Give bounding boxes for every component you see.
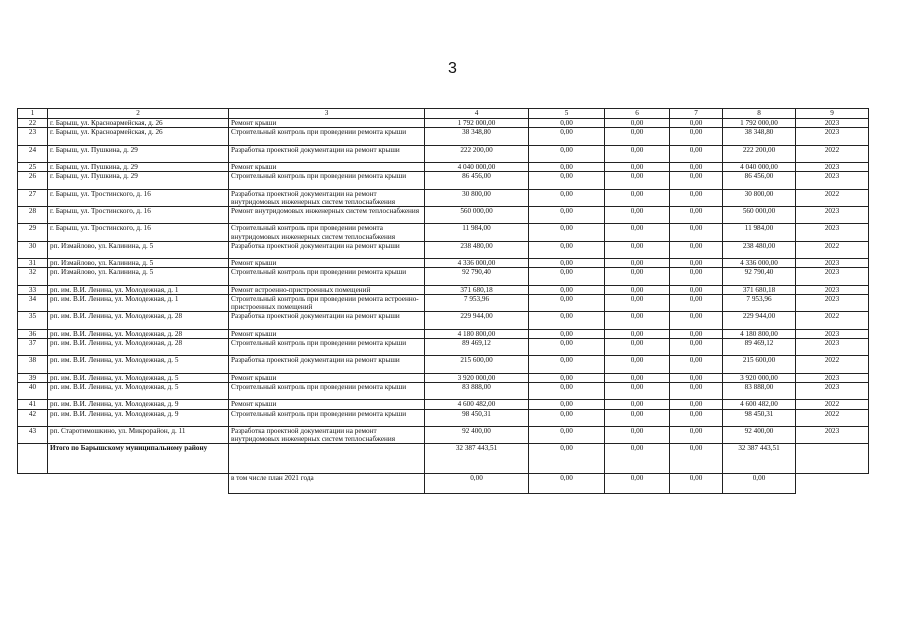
amount-cell: 0,00 [529,172,605,189]
amount-cell: 0,00 [670,268,723,285]
amount-cell: 3 920 000,00 [723,373,796,382]
amount-cell: 4 336 000,00 [425,259,529,268]
amount-cell: 0,00 [605,206,670,223]
address-cell: г. Барыш, ул. Красноармейская, д. 26 [48,128,229,145]
table-row [18,409,869,426]
column-header: 4 [425,109,529,119]
amount-cell: 92 400,00 [723,426,796,443]
table-row [18,373,869,382]
work-type-cell: Строительный контроль при проведении ремонта встроенно-пристроенных помещений [229,294,425,311]
amount-cell: 0,00 [670,119,723,128]
table-row [18,259,869,268]
year-cell: 2023 [796,373,869,382]
work-type-cell: Ремонт крыши [229,259,425,268]
table-row [18,224,869,241]
amount-cell: 38 348,80 [723,128,796,145]
amount-cell: 215 600,00 [723,356,796,373]
row-number: 39 [18,373,48,382]
year-cell: 2022 [796,189,869,206]
subtotal-amount-cell: 0,00 [605,474,670,494]
total-amount-cell: 32 387 443,51 [425,444,529,474]
table-row [18,338,869,355]
row-number: 38 [18,356,48,373]
empty-cell [229,444,425,474]
amount-cell: 371 680,18 [425,285,529,294]
amount-cell: 222 200,00 [425,145,529,162]
amount-cell: 0,00 [529,128,605,145]
amount-cell: 0,00 [529,224,605,241]
amount-cell: 30 800,00 [723,189,796,206]
amount-cell: 4 600 482,00 [425,400,529,409]
address-cell: рп. им. В.И. Ленина, ул. Молодежная, д. 5 [48,356,229,373]
amount-cell: 238 480,00 [723,241,796,258]
work-type-cell: Строительный контроль при проведении ремонта крыши [229,128,425,145]
address-cell: г. Барыш, ул. Пушкина, д. 29 [48,162,229,171]
amount-cell: 4 040 000,00 [425,162,529,171]
row-number: 23 [18,128,48,145]
amount-cell: 98 450,31 [723,409,796,426]
row-number: 28 [18,206,48,223]
amount-cell: 0,00 [605,224,670,241]
table-row [18,128,869,145]
year-cell: 2022 [796,409,869,426]
address-cell: г. Барыш, ул. Пушкина, д. 29 [48,145,229,162]
row-number: 27 [18,189,48,206]
work-type-cell: Строительный контроль при проведении ремонта крыши [229,268,425,285]
column-header: 1 [18,109,48,119]
amount-cell: 86 456,00 [723,172,796,189]
address-cell: г. Барыш, ул. Пушкина, д. 29 [48,172,229,189]
amount-cell: 11 984,00 [723,224,796,241]
amount-cell: 0,00 [605,329,670,338]
amount-cell: 0,00 [670,285,723,294]
amount-cell: 98 450,31 [425,409,529,426]
amount-cell: 0,00 [670,128,723,145]
work-type-cell: Разработка проектной документации на ремонт внутридомовых инженерных систем теплоснабжения [229,426,425,443]
address-cell: рп. им. В.И. Ленина, ул. Молодежная, д. 5 [48,373,229,382]
row-number: 24 [18,145,48,162]
amount-cell: 4 040 000,00 [723,162,796,171]
empty-cell [796,474,869,494]
amount-cell: 0,00 [670,382,723,399]
row-number: 33 [18,285,48,294]
amount-cell: 0,00 [529,409,605,426]
address-cell: рп. им. В.И. Ленина, ул. Молодежная, д. 28 [48,312,229,329]
work-type-cell: Строительный контроль при проведении ремонта внутридомовых инженерных систем теплоснабжения [229,224,425,241]
total-row [18,444,869,474]
amount-cell: 0,00 [605,172,670,189]
row-number: 25 [18,162,48,171]
amount-cell: 222 200,00 [723,145,796,162]
amount-cell: 0,00 [605,241,670,258]
amount-cell: 89 469,12 [425,338,529,355]
amount-cell: 0,00 [529,400,605,409]
table-row [18,312,869,329]
total-amount-cell [796,444,869,474]
table-row [18,268,869,285]
row-number: 26 [18,172,48,189]
address-cell: рп. им. В.И. Ленина, ул. Молодежная, д. 9 [48,409,229,426]
amount-cell: 92 400,00 [425,426,529,443]
total-amount-cell: 0,00 [670,444,723,474]
amount-cell: 0,00 [529,329,605,338]
column-header: 3 [229,109,425,119]
work-type-cell: Ремонт крыши [229,400,425,409]
amount-cell: 1 792 000,00 [425,119,529,128]
amount-cell: 0,00 [605,119,670,128]
year-cell: 2023 [796,119,869,128]
amount-cell: 0,00 [670,312,723,329]
amount-cell: 83 888,00 [425,382,529,399]
empty-cell [18,474,48,494]
work-type-cell: Ремонт крыши [229,329,425,338]
work-type-cell: Разработка проектной документации на ремонт крыши [229,356,425,373]
address-cell: рп. им. В.И. Ленина, ул. Молодежная, д. 1 [48,285,229,294]
amount-cell: 86 456,00 [425,172,529,189]
column-header: 2 [48,109,229,119]
amount-cell: 0,00 [529,338,605,355]
row-number: 36 [18,329,48,338]
row-number: 43 [18,426,48,443]
amount-cell: 560 000,00 [723,206,796,223]
amount-cell: 0,00 [605,268,670,285]
address-cell: рп. им. В.И. Ленина, ул. Молодежная, д. 1 [48,294,229,311]
year-cell: 2023 [796,294,869,311]
work-type-cell: Строительный контроль при проведении ремонта крыши [229,409,425,426]
amount-cell: 4 600 482,00 [723,400,796,409]
year-cell: 2023 [796,426,869,443]
year-cell: 2022 [796,145,869,162]
amount-cell: 0,00 [605,312,670,329]
table-row [18,241,869,258]
amount-cell: 0,00 [605,382,670,399]
work-type-cell: Строительный контроль при проведении ремонта крыши [229,338,425,355]
amount-cell: 229 944,00 [425,312,529,329]
row-number: 37 [18,338,48,355]
address-cell: рп. им. В.И. Ленина, ул. Молодежная, д. 5 [48,382,229,399]
amount-cell: 215 600,00 [425,356,529,373]
table-row [18,189,869,206]
work-type-cell: Разработка проектной документации на ремонт крыши [229,312,425,329]
work-type-cell: Ремонт внутридомовых инженерных систем теплоснабжения [229,206,425,223]
table-row [18,145,869,162]
year-cell: 2022 [796,241,869,258]
amount-cell: 83 888,00 [723,382,796,399]
amount-cell: 0,00 [605,338,670,355]
amount-cell: 0,00 [605,162,670,171]
amount-cell: 0,00 [670,206,723,223]
amount-cell: 0,00 [605,128,670,145]
page-number: 3 [448,60,457,77]
subtotal-label: в том числе план 2021 года [229,474,425,494]
column-header: 7 [670,109,723,119]
subtotal-amount-cell: 0,00 [670,474,723,494]
amount-cell: 4 180 800,00 [723,329,796,338]
amount-cell: 0,00 [529,426,605,443]
table-row [18,206,869,223]
work-type-cell: Разработка проектной документации на ремонт крыши [229,241,425,258]
row-number: 41 [18,400,48,409]
column-header: 9 [796,109,869,119]
column-header: 5 [529,109,605,119]
work-type-cell: Строительный контроль при проведении ремонта крыши [229,382,425,399]
subtotal-amount-cell: 0,00 [425,474,529,494]
amount-cell: 0,00 [670,409,723,426]
amount-cell: 0,00 [529,285,605,294]
amount-cell: 0,00 [670,241,723,258]
row-number: 42 [18,409,48,426]
address-cell: рп. Измайлово, ул. Калинина, д. 5 [48,259,229,268]
amount-cell: 0,00 [670,356,723,373]
amount-cell: 7 953,96 [425,294,529,311]
amount-cell: 0,00 [670,259,723,268]
table-row [18,329,869,338]
year-cell: 2023 [796,206,869,223]
work-type-cell: Ремонт встроенно-пристроенных помещений [229,285,425,294]
amount-cell: 0,00 [670,189,723,206]
address-cell: г. Барыш, ул. Красноармейская, д. 26 [48,119,229,128]
address-cell: рп. им. В.И. Ленина, ул. Молодежная, д. 28 [48,338,229,355]
address-cell: г. Барыш, ул. Тростинского, д. 16 [48,224,229,241]
amount-cell: 3 920 000,00 [425,373,529,382]
year-cell: 2023 [796,172,869,189]
amount-cell: 30 800,00 [425,189,529,206]
row-number: 29 [18,224,48,241]
amount-cell: 0,00 [529,145,605,162]
table-row [18,400,869,409]
address-cell: рп. им. В.И. Ленина, ул. Молодежная, д. 9 [48,400,229,409]
subtotal-row [18,474,869,494]
work-type-cell: Строительный контроль при проведении ремонта крыши [229,172,425,189]
amount-cell: 0,00 [670,224,723,241]
amount-cell: 0,00 [670,338,723,355]
amount-cell: 229 944,00 [723,312,796,329]
amount-cell: 0,00 [605,259,670,268]
amount-cell: 0,00 [605,294,670,311]
year-cell: 2023 [796,224,869,241]
table-row [18,294,869,311]
amount-cell: 560 000,00 [425,206,529,223]
work-type-cell: Ремонт крыши [229,162,425,171]
amount-cell: 0,00 [605,285,670,294]
amount-cell: 0,00 [529,119,605,128]
amount-cell: 0,00 [670,373,723,382]
amount-cell: 38 348,80 [425,128,529,145]
amount-cell: 0,00 [670,162,723,171]
amount-cell: 0,00 [529,373,605,382]
table-row [18,119,869,128]
subtotal-amount-cell: 0,00 [529,474,605,494]
table-row [18,172,869,189]
amount-cell: 0,00 [529,206,605,223]
amount-cell: 0,00 [529,162,605,171]
address-cell: рп. Измайлово, ул. Калинина, д. 5 [48,241,229,258]
year-cell: 2023 [796,382,869,399]
amount-cell: 0,00 [670,294,723,311]
amount-cell: 0,00 [670,329,723,338]
year-cell: 2023 [796,285,869,294]
row-number: 30 [18,241,48,258]
year-cell: 2023 [796,329,869,338]
row-number: 35 [18,312,48,329]
table-row [18,382,869,399]
amount-cell: 0,00 [670,426,723,443]
amount-cell: 0,00 [605,400,670,409]
table-row [18,285,869,294]
work-type-cell: Разработка проектной документации на ремонт внутридомовых инженерных систем теплоснабжения [229,189,425,206]
year-cell: 2022 [796,356,869,373]
year-cell: 2023 [796,162,869,171]
amount-cell: 0,00 [529,356,605,373]
amount-cell: 92 790,40 [723,268,796,285]
work-type-cell: Ремонт крыши [229,119,425,128]
amount-cell: 0,00 [529,382,605,399]
table-row [18,162,869,171]
year-cell: 2022 [796,400,869,409]
address-cell: рп. Старотимошкино, ул. Микрорайон, д. 11 [48,426,229,443]
amount-cell: 4 336 000,00 [723,259,796,268]
amount-cell: 0,00 [529,259,605,268]
year-cell: 2023 [796,268,869,285]
row-number: 22 [18,119,48,128]
amount-cell: 0,00 [529,241,605,258]
address-cell: рп. Измайлово, ул. Калинина, д. 5 [48,268,229,285]
amount-cell: 0,00 [605,356,670,373]
year-cell: 2023 [796,128,869,145]
column-header: 8 [723,109,796,119]
empty-cell [48,474,229,494]
amount-cell: 11 984,00 [425,224,529,241]
amount-cell: 0,00 [529,189,605,206]
amount-cell: 238 480,00 [425,241,529,258]
amount-cell: 89 469,12 [723,338,796,355]
amount-cell: 0,00 [670,145,723,162]
amount-cell: 0,00 [670,172,723,189]
amount-cell: 0,00 [670,400,723,409]
address-cell: г. Барыш, ул. Тростинского, д. 16 [48,206,229,223]
work-type-cell: Разработка проектной документации на ремонт крыши [229,145,425,162]
year-cell: 2023 [796,338,869,355]
amount-cell: 4 180 800,00 [425,329,529,338]
table-header-row [18,109,869,119]
amount-cell: 0,00 [605,189,670,206]
subtotal-amount-cell: 0,00 [723,474,796,494]
address-cell: г. Барыш, ул. Тростинского, д. 16 [48,189,229,206]
amount-cell: 1 792 000,00 [723,119,796,128]
row-number: 34 [18,294,48,311]
empty-cell [18,444,48,474]
total-amount-cell: 0,00 [605,444,670,474]
amount-cell: 0,00 [529,268,605,285]
amount-cell: 371 680,18 [723,285,796,294]
row-number: 31 [18,259,48,268]
total-label: Итого по Барышскому муниципальному району [48,444,229,474]
work-type-cell: Ремонт крыши [229,373,425,382]
total-amount-cell: 0,00 [529,444,605,474]
total-amount-cell: 32 387 443,51 [723,444,796,474]
amount-cell: 0,00 [529,312,605,329]
amount-cell: 0,00 [529,294,605,311]
address-cell: рп. им. В.И. Ленина, ул. Молодежная, д. 28 [48,329,229,338]
repair-plan-table [17,108,869,494]
year-cell: 2023 [796,259,869,268]
amount-cell: 0,00 [605,145,670,162]
amount-cell: 92 790,40 [425,268,529,285]
row-number: 40 [18,382,48,399]
amount-cell: 0,00 [605,409,670,426]
table-row [18,426,869,443]
row-number: 32 [18,268,48,285]
year-cell: 2022 [796,312,869,329]
column-header: 6 [605,109,670,119]
amount-cell: 7 953,96 [723,294,796,311]
amount-cell: 0,00 [605,373,670,382]
amount-cell: 0,00 [605,426,670,443]
table-row [18,356,869,373]
